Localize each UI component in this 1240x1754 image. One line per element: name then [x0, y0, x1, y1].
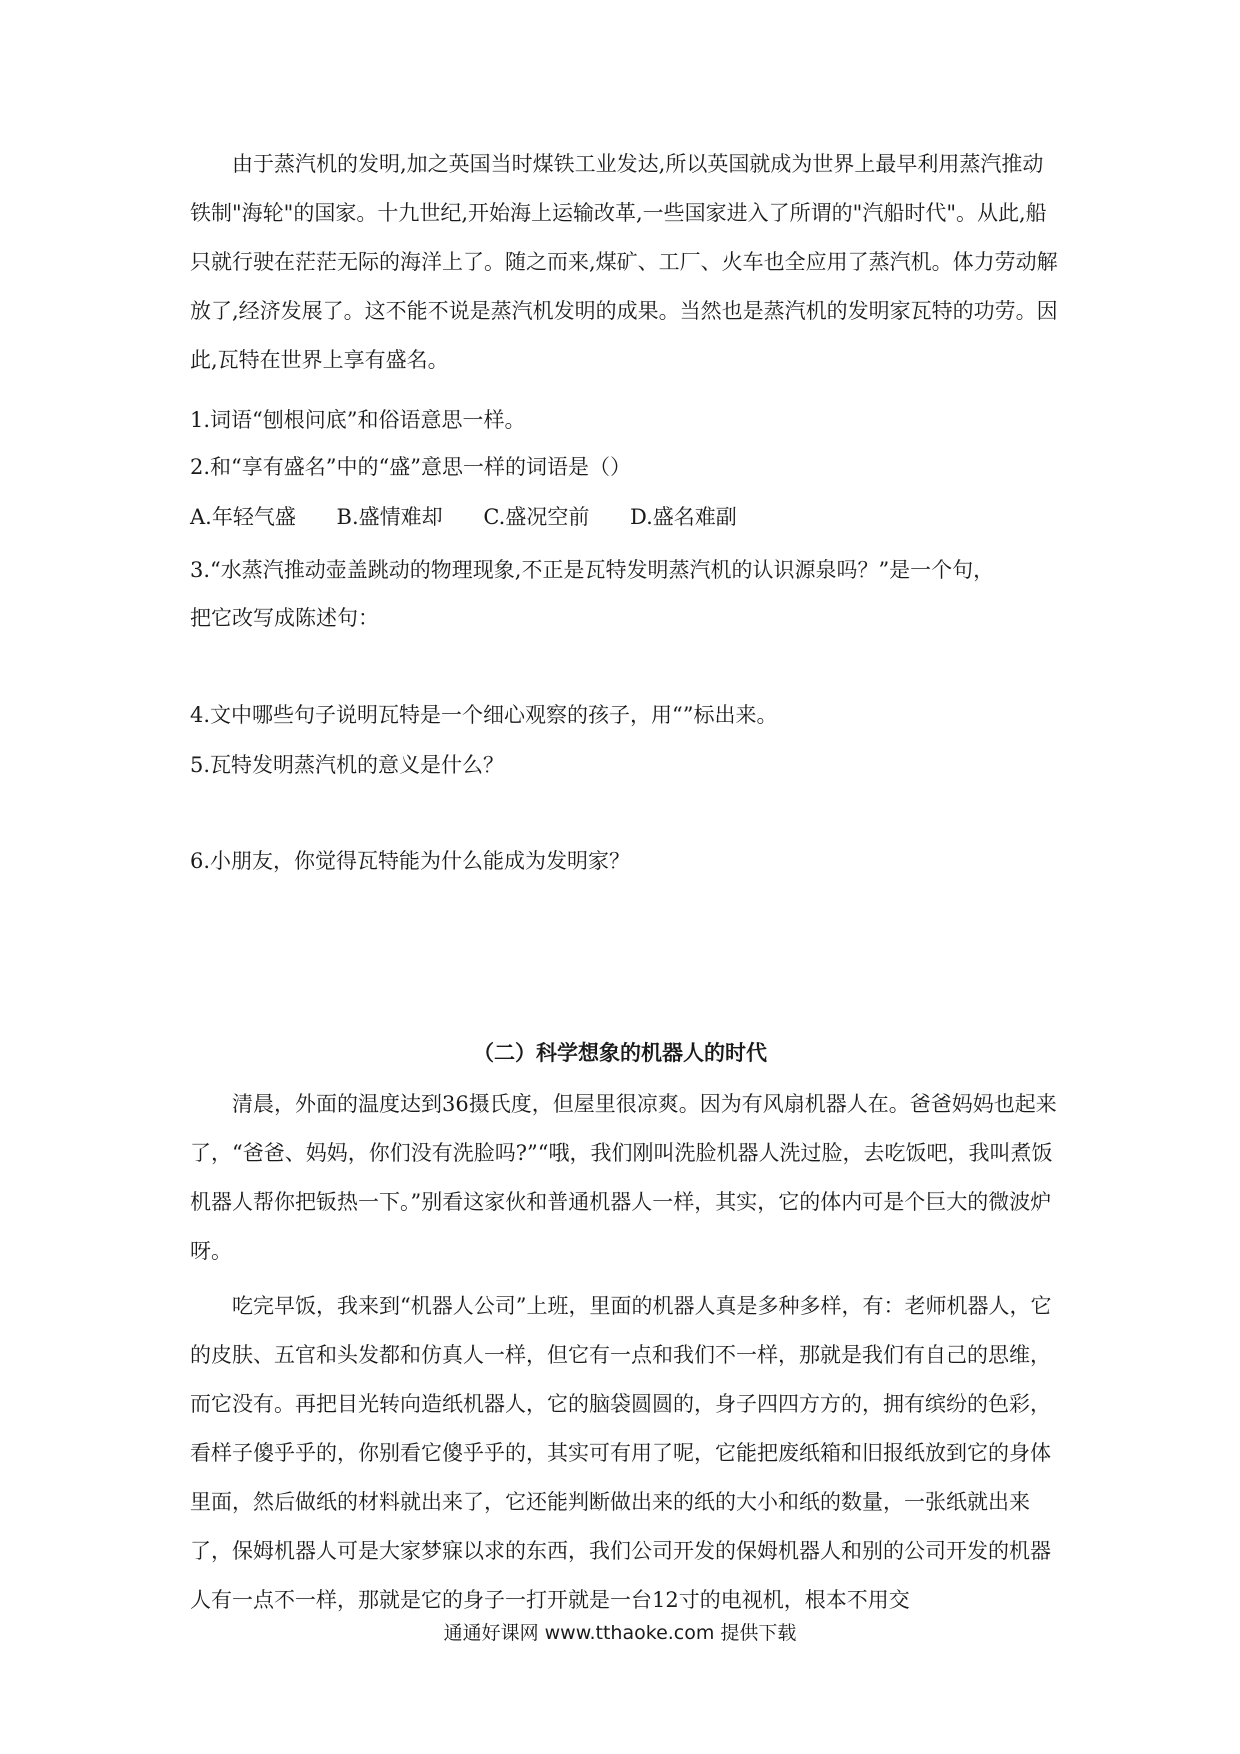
footer-source: 通通好课网 www.tthaoke.com 提供下载	[443, 1622, 797, 1644]
question-2: 2.和“享有盛名”中的“盛”意思一样的词语是（）	[190, 455, 631, 479]
section-2-paragraph-1	[190, 1080, 1060, 1276]
section-2-paragraph-1-text: 清晨，外面的温度达到36摄氏度，但屋里很凉爽。因为有风扇机器人在。爸爸妈妈也起来了，“爸爸、妈妈，你们没有洗脸吗?”“哦，我们刚叫洗脸机器人洗过脸，去吃饭吧，我叫煮饭机器人帮你把钣热一下。”别看这家伙和普通机器人一样，其实，它的体内可是个巨大的微波炉呀。	[190, 1092, 1057, 1263]
question-5: 5.瓦特发明蒸汽机的意义是什么？	[190, 753, 505, 777]
section-2-paragraph-2	[190, 1282, 1060, 1625]
question-3-line-1: 3.“水蒸汽推动壶盖跳动的物理现象,不正是瓦特发明蒸汽机的认识源泉吗？”是一个句，	[190, 558, 995, 582]
passage-1-text: 由于蒸汽机的发明,加之英国当时煤铁工业发达,所以英国就成为世界上最早利用蒸汽推动铁制"海轮"的国家。十九世纪,开始海上运输改革,一些国家进入了所谓的"汽船时代"。从此,船只就行驶在茫茫无际的海洋上了。随之而来,煤矿、工厂、火车也全应用了蒸汽机。体力劳动解放了,经济发展了。这不能不说是蒸汽机发明的成果。当然也是蒸汽机的发明家瓦特的功劳。因此,瓦特在世界上享有盛名。	[190, 152, 1058, 372]
option-c: C.盛况空前	[483, 505, 590, 529]
option-a: A.年轻气盛	[190, 505, 296, 529]
section-2-paragraph-2-text: 吃完早饭，我来到“机器人公司”上班，里面的机器人真是多种多样，有：老师机器人，它的皮肤、五官和头发都和仿真人一样，但它有一点和我们不一样，那就是我们有自己的思维，而它没有。再把目光转向造纸机器人，它的脑袋圆圆的，身子四四方方的，拥有缤纷的色彩，看样子傻乎乎的，你别看它傻乎乎的，其实可有用了呢，它能把废纸箱和旧报纸放到它的身体里面，然后做纸的材料就出来了，它还能判断做出来的纸的大小和纸的数量，一张纸就出来了，保姆机器人可是大家梦寐以求的东西，我们公司开发的保姆机器人和别的公司开发的机器人有一点不一样，那就是它的身子一打开就是一台12寸的电视机，根本不用交	[190, 1294, 1052, 1612]
question-6: 6.小朋友，你觉得瓦特能为什么能成为发明家？	[190, 849, 631, 873]
question-2-options	[190, 502, 1070, 532]
passage-1	[190, 140, 1060, 385]
option-b: B.盛情难却	[336, 505, 443, 529]
section-2-title: （二）科学想象的机器人的时代	[473, 1040, 767, 1065]
question-3-line-2: 把它改写成陈述句：	[190, 606, 379, 630]
option-d: D.盛名难副	[630, 505, 737, 529]
question-4: 4.文中哪些句子说明瓦特是一个细心观察的孩子，用“”标出来。	[190, 703, 778, 727]
question-1: 1.词语“刨根问底”和俗语意思一样。	[190, 408, 526, 432]
